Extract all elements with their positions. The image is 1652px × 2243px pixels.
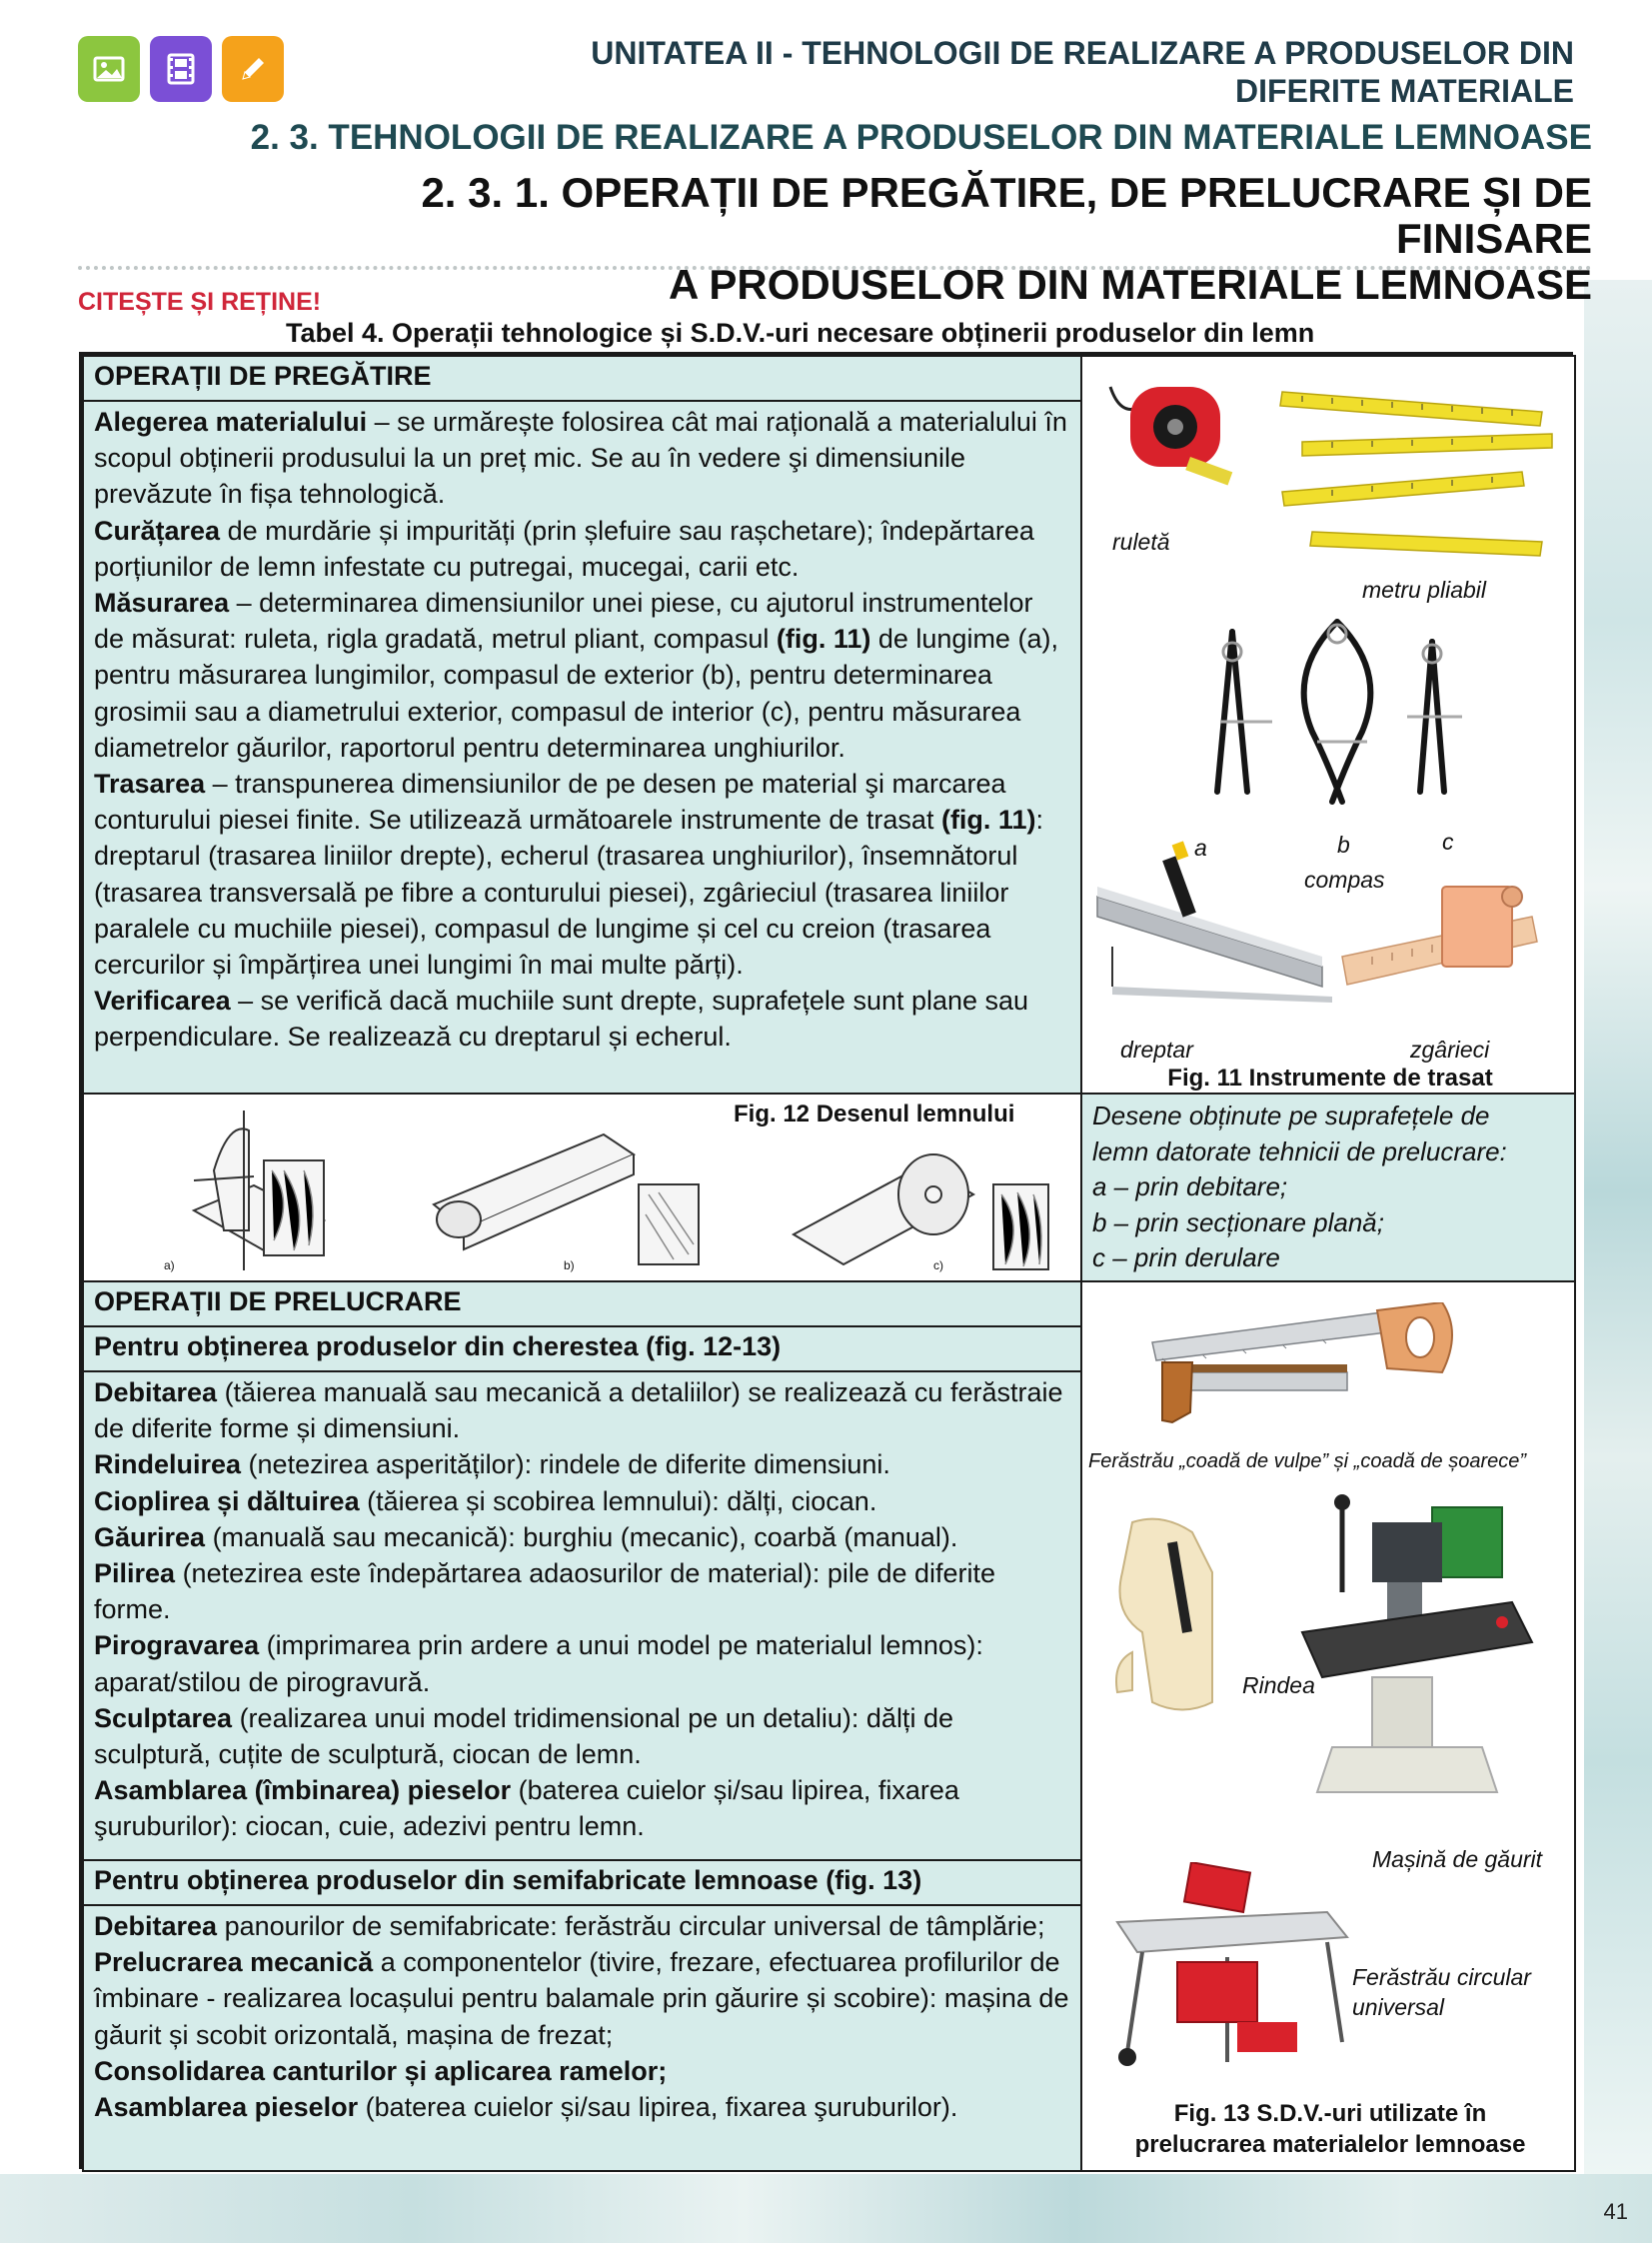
prep-text: – determinarea dimensiunilor unei piese, cu ajutorul instrumentelor de măsurat: ruleta, rigla gradată, metrul pliant, compasul [94, 588, 1033, 655]
fig12-desc-line: lemn datorate tehnicii de prelucrare: [1092, 1135, 1507, 1166]
unit-title-line-1: UNITATEA II - TEHNOLOGII DE REALIZARE A PRODUSELOR DIN [591, 35, 1574, 71]
label-a: a [1194, 835, 1207, 861]
folding-rule-icon [1272, 382, 1562, 562]
marble-decoration-bottom [0, 2174, 1652, 2243]
proc-term: Găurirea [94, 1521, 206, 1552]
proc-item [94, 1374, 1070, 1446]
proc-term: Rindeluirea [94, 1449, 242, 1480]
proc-text: (tăierea manuală sau mecanică a detaliilor) se realizează cu ferăstraie de diferite forme și dimensiuni. [94, 1377, 1063, 1444]
proc-term: Consolidarea canturilor și aplicarea ramelor; [94, 2055, 668, 2086]
proc-term: Pirogravarea [94, 1630, 260, 1661]
proc-item [94, 1555, 1070, 1627]
unit-title-line-2: DIFERITE MATERIALE [1235, 73, 1574, 109]
fig13-caption-2: prelucrarea materialelor lemnoase [1134, 2131, 1526, 2158]
subsection-title-line-1: 2. 3. 1. OPERAȚII DE PREGĂTIRE, DE PRELUCRARE ȘI DE FINISARE [421, 169, 1592, 262]
proc-item [94, 1519, 1070, 1555]
proc-item [94, 1700, 1070, 1772]
proc-term: Asamblarea (îmbinarea) pieselor [94, 1775, 512, 1806]
table-caption: Tabel 4. Operații tehnologice și S.D.V.-uri necesare obținerii produselor din lemn [286, 318, 1315, 348]
marble-decoration-right [1584, 280, 1652, 2179]
proc-term: Cioplirea și dăltuirea [94, 1485, 360, 1516]
proc-subheading-semifabricate: Pentru obținerea produselor din semifabricate lemnoase (fig. 13) [82, 1859, 1082, 1906]
proc-subheading-cherestea: Pentru obținerea produselor din cherestea (fig. 12-13) [82, 1325, 1082, 1372]
tape-measure-icon [1100, 377, 1240, 497]
label-saws: Ferăstrău „coadă de vulpe” și „coadă de șoarece” [1088, 1450, 1527, 1472]
prep-term: Curățarea [94, 515, 221, 546]
section-title: 2. 3. TEHNOLOGII DE REALIZARE A PRODUSELOR DIN MATERIALE LEMNOASE [250, 118, 1592, 157]
label-circular-saw-2: universal [1352, 1994, 1445, 2020]
label-dreptar: dreptar [1120, 1037, 1193, 1063]
fig12-description [1080, 1093, 1576, 1282]
prep-term: Alegerea materialului [94, 407, 368, 437]
handsaws-icon [1142, 1302, 1492, 1442]
marking-gauge-icon [1332, 877, 1562, 1017]
prep-heading: OPERAȚII DE PREGĂTIRE [82, 355, 1082, 402]
fig-ref: (fig. 11) [940, 805, 1036, 836]
film-icon[interactable] [150, 36, 212, 102]
proc-item [94, 2053, 1070, 2089]
subsection-title-line-2: A PRODUSELOR DIN MATERIALE LEMNOASE [668, 261, 1592, 308]
dotted-divider [78, 266, 1592, 274]
page-number: 41 [1603, 2199, 1628, 2224]
prep-term: Verificarea [94, 986, 231, 1017]
label-ruleta: ruletă [1112, 529, 1170, 555]
reading-label: CITEȘTE ȘI REȚINE! [78, 288, 322, 316]
label-plane: Rindea [1242, 1672, 1315, 1698]
proc-body-2 [82, 1904, 1082, 2172]
image-icon[interactable] [78, 36, 140, 102]
prep-text: – transpunerea dimensiunilor de pe desen pe material şi marcarea conturului piesei finite. Se utilizează următoarele instrumente de trasat [94, 769, 1006, 836]
fig12-label-c: c) [933, 1258, 943, 1272]
prep-text: de murdărie și impurități (prin șlefuire sau rașchetare); îndepărtarea porțiunilor de lemn infestate cu putregai, mucegai, carii etc. [94, 515, 1034, 582]
fig13-caption-1: Fig. 13 S.D.V.-uri utilizate în [1173, 2100, 1487, 2127]
subsection-title [293, 170, 1592, 308]
fig11-panel [1080, 355, 1576, 1095]
proc-item [94, 1446, 1070, 1482]
unit-title [475, 34, 1574, 110]
prep-item-curatarea [94, 513, 1070, 585]
fig12-caption: Fig. 12 Desenul lemnului [734, 1101, 1015, 1127]
prep-item-verificarea [94, 983, 1070, 1055]
label-c: c [1442, 829, 1454, 855]
wood-cut-drawing-b [424, 1105, 714, 1274]
proc-heading: OPERAȚII DE PRELUCRARE [82, 1280, 1082, 1327]
proc-item [94, 1944, 1070, 2053]
compass-set-icon [1192, 612, 1472, 812]
prep-text: : dreptarul (trasarea liniilor drepte), echerul (trasarea unghiurilor), însemnătorul (trasarea transversală pe fibre a conturului piesei), zgârieciul (trasarea liniilor paralele cu muchiile piesei), compasul de lungime și cel cu creion (trasarea cercurilor și împărțirea unei lungimi în mai multe părți). [94, 805, 1043, 981]
label-drill: Mașină de găurit [1372, 1846, 1543, 1872]
proc-text: (imprimarea prin ardere a unui model pe materialul lemnos): aparat/stilou de pirogravură. [94, 1630, 983, 1697]
proc-text: (netezirea asperităților): rindele de diferite dimensiuni. [241, 1449, 890, 1480]
proc-text: (netezirea este îndepărtarea adaosurilor de material): pile de diferite forme. [94, 1558, 996, 1625]
wood-cut-drawing-c [774, 1124, 1063, 1279]
prep-term: Trasarea [94, 769, 206, 800]
proc-item [94, 1908, 1070, 1944]
fig12-panel [82, 1093, 1082, 1282]
straightedge-icon [1092, 837, 1352, 1007]
proc-item [94, 1627, 1070, 1699]
prep-text: – se verifică dacă muchiile sunt drepte, suprafețele sunt plane sau perpendiculare. Se realizează cu dreptarul și echerul. [94, 986, 1029, 1053]
proc-text: (baterea cuielor și/sau lipirea, fixarea şuruburilor). [358, 2092, 958, 2123]
proc-term: Pilirea [94, 1558, 176, 1589]
operations-table [79, 352, 1573, 2169]
label-circular-saw-1: Ferăstrău circular [1352, 1964, 1531, 1990]
proc-text: (tăierea și scobirea lemnului): dălți, ciocan. [359, 1485, 877, 1516]
hand-plane-icon [1102, 1512, 1242, 1722]
proc-term: Debitarea [94, 1911, 218, 1941]
header-icons [78, 36, 284, 102]
fig-ref: (fig. 11) [776, 624, 871, 655]
proc-item [94, 1772, 1070, 1844]
prep-item-alegerea [94, 404, 1070, 513]
fig11-caption: Fig. 11 Instrumente de trasat [1167, 1065, 1493, 1092]
label-compas: compas [1304, 867, 1385, 893]
drill-machine-icon [1282, 1492, 1552, 1802]
label-b: b [1337, 832, 1350, 858]
proc-text: (manuală sau mecanică): burghiu (mecanic), coarbă (manual). [205, 1521, 958, 1552]
fig12-desc-line: c – prin derulare [1092, 1242, 1280, 1272]
prep-text: de lungime (a), pentru măsurarea lungimilor, compasul de exterior (b), pentru determinarea grosimii sau a diametrului exterior, compasul de interior (c), pentru măsurarea diametrelor găurilor, raportorul pentru determinarea unghiurilor. [94, 624, 1058, 763]
fig12-desc-line: a – prin debitare; [1092, 1171, 1288, 1201]
fig12-desc-line: Desene obținute pe suprafețele de [1092, 1101, 1490, 1130]
proc-body-1 [82, 1370, 1082, 1861]
prep-item-trasarea [94, 766, 1070, 983]
proc-term: Debitarea [94, 1377, 218, 1407]
fig12-label-a: a) [164, 1258, 175, 1272]
prep-item-masurarea [94, 585, 1070, 766]
prep-text: – se urmărește folosirea cât mai rațională a materialului în scopul obținerii produsului la un preț mic. Se au în vedere şi dimensiunile prevăzute în fișa tehnologică. [94, 407, 1067, 510]
proc-text: (realizarea unui model tridimensional pe un detaliu): dălți de sculptură, cuțite de sculptură, ciocan de lemn. [94, 1702, 953, 1770]
proc-term: Asamblarea pieselor [94, 2092, 359, 2123]
label-zgarieci: zgârieci [1410, 1037, 1490, 1063]
proc-term: Prelucrarea mecanică [94, 1947, 374, 1978]
proc-term: Sculptarea [94, 1702, 233, 1733]
proc-text: a componentelor (tivire, frezare, efectuarea profilurilor de îmbinare - realizarea locașului pentru balamale prin găurire și scobire): mașina de găurit și scobit orizontală, mașina de frezat; [94, 1947, 1069, 2050]
prep-term: Măsurarea [94, 588, 230, 619]
wood-cut-drawing-a [154, 1101, 374, 1280]
circular-saw-icon [1107, 1862, 1357, 2072]
proc-text: (baterea cuielor și/sau lipirea, fixarea şuruburilor): ciocan, cuie, adezivi pentru lemn. [94, 1775, 959, 1842]
proc-item [94, 1483, 1070, 1519]
pencil-icon[interactable] [222, 36, 284, 102]
proc-text: panourilor de semifabricate: ferăstrău circular universal de tâmplărie; [217, 1911, 1045, 1941]
label-metru-pliabil: metru pliabil [1362, 577, 1486, 603]
fig13-panel [1080, 1280, 1576, 2172]
prep-body [82, 400, 1082, 1095]
fig12-desc-line: b – prin secționare plană; [1092, 1206, 1384, 1237]
proc-item [94, 2089, 1070, 2125]
fig12-label-b: b) [564, 1258, 575, 1272]
